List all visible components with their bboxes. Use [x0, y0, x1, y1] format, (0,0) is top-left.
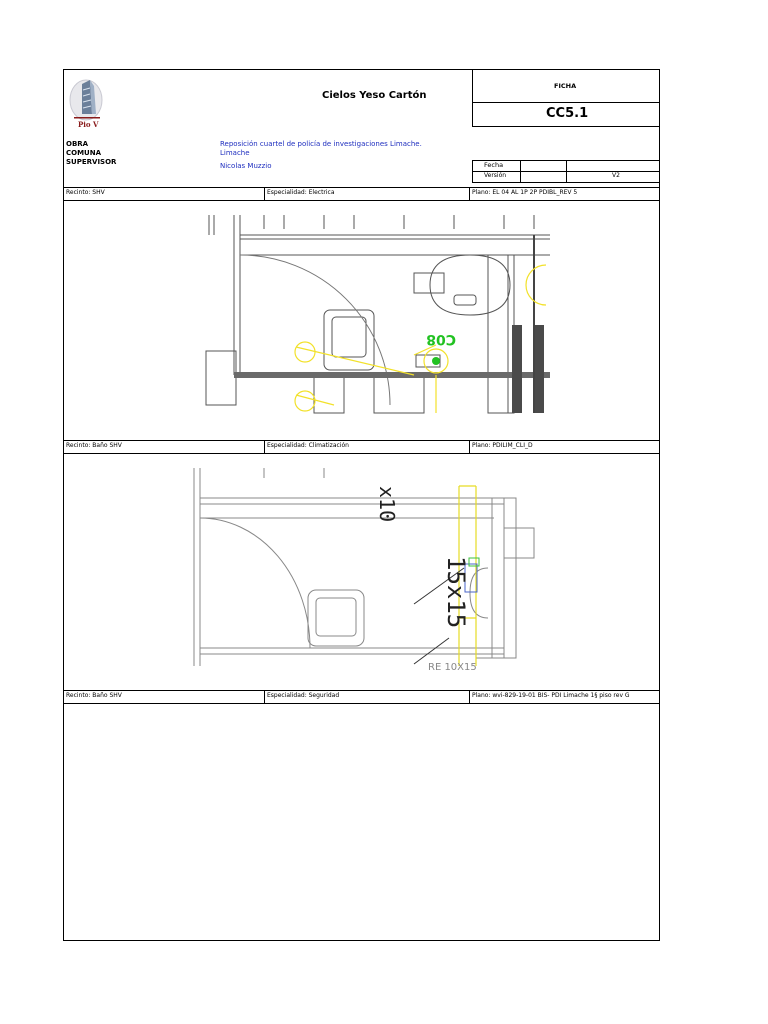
- ficha-label: FICHA: [554, 82, 577, 90]
- duct-size-label: 15x15: [442, 556, 470, 629]
- fecha-version-table: [472, 160, 660, 183]
- section3-plano: Plano: wvi-829-19-01 BIS- PDI Limache 1§ piso rev G: [472, 692, 630, 699]
- comuna-value: Limache: [220, 149, 250, 157]
- section1-recinto: Recinto: SHV: [66, 189, 105, 196]
- section2-plano: Plano: PDILIM_CLI_D: [472, 442, 533, 449]
- section3-empty-area: [64, 704, 660, 940]
- section2-recinto: Recinto: Baño SHV: [66, 442, 122, 449]
- section3-recinto: Recinto: Baño SHV: [66, 692, 122, 699]
- version-value: V2: [612, 172, 620, 179]
- grille-label: RE 10X15: [428, 662, 477, 673]
- supervisor-label: SUPERVISOR: [66, 158, 117, 166]
- obra-label: OBRA: [66, 140, 89, 148]
- circuit-label: C08: [426, 331, 456, 347]
- document-title: Cielos Yeso Cartón: [322, 90, 427, 101]
- fecha-label: Fecha: [484, 161, 504, 169]
- section1-especialidad: Especialidad: Electrica: [267, 189, 335, 196]
- comuna-label: COMUNA: [66, 149, 102, 157]
- section1-plano: Plano: EL 04 AL 1P 2P PDIBL_REV 5: [472, 189, 578, 196]
- company-logo: [68, 74, 108, 130]
- section3-especialidad: Especialidad: Seguridad: [267, 692, 340, 699]
- obra-value: Reposición cuartel de policía de investigaciones Limache.: [220, 140, 422, 148]
- ficha-code: CC5.1: [546, 106, 589, 121]
- inspection-sheet: [63, 69, 660, 941]
- electrical-plan-drawing: [204, 215, 550, 413]
- version-label: Versión: [484, 172, 507, 179]
- duct-size-label-top: x10: [375, 486, 399, 523]
- logo-caption: Pio V: [78, 120, 99, 129]
- supervisor-value: Nicolas Muzzio: [220, 162, 272, 170]
- hvac-plan-drawing: [174, 468, 546, 673]
- section2-especialidad: Especialidad: Climatización: [267, 442, 349, 449]
